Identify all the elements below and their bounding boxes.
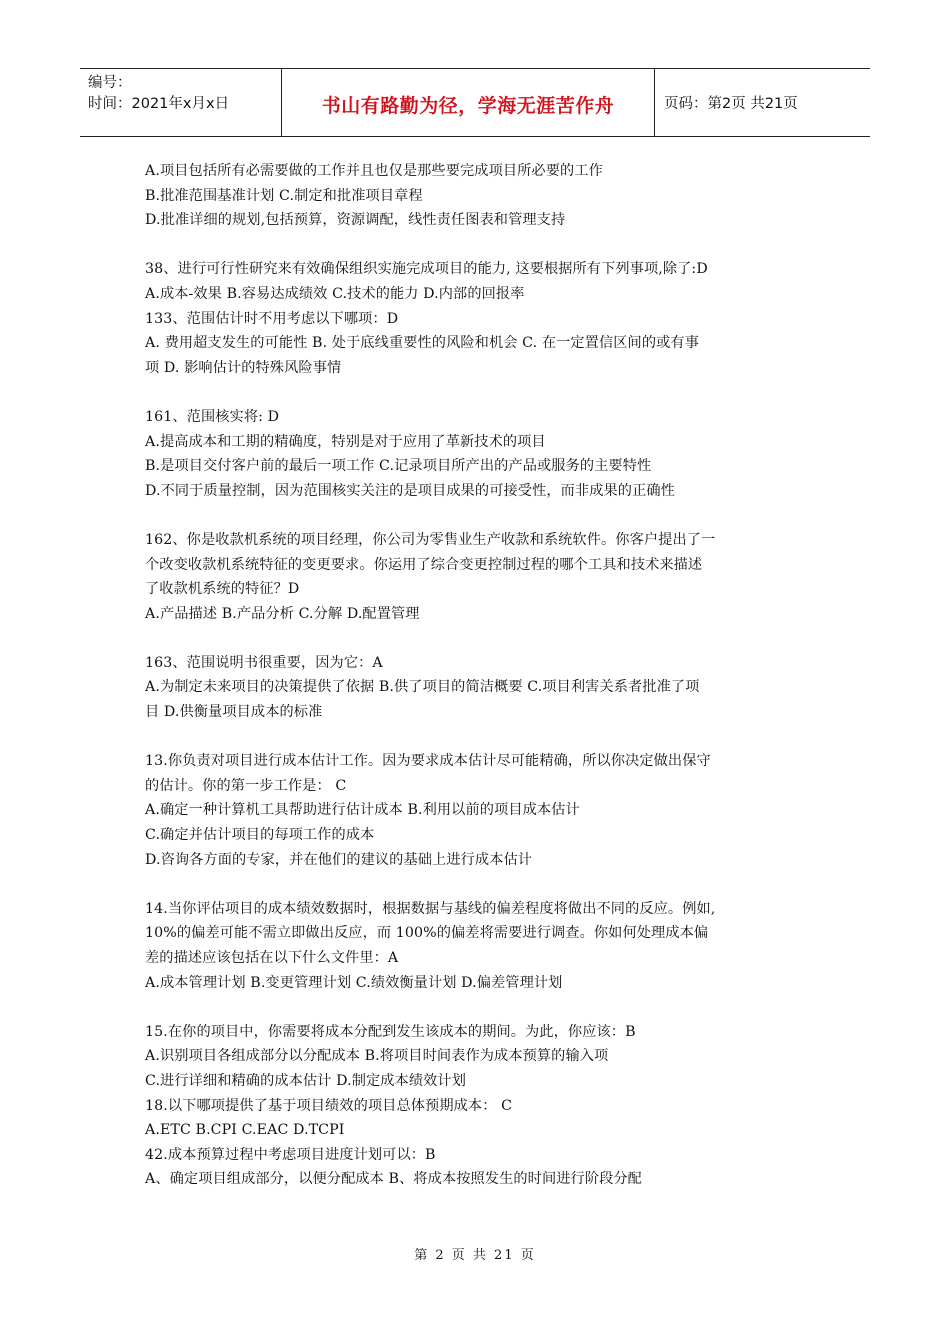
text-line: 18.以下哪项提供了基于项目绩效的项目总体预期成本： C xyxy=(145,1097,513,1114)
page-footer: 第 2 页 共 21 页 xyxy=(414,1248,536,1263)
text-line: D.咨询各方面的专家，并在他们的建议的基础上进行成本估计 xyxy=(145,851,533,868)
header-motto: 书山有路勤为径，学海无涯苦作舟 xyxy=(282,69,655,136)
paragraph-gap xyxy=(145,380,825,405)
text-line: 42.成本预算过程中考虑项目进度计划可以：B xyxy=(145,1146,436,1163)
text-line: D.不同于质量控制，因为范围核实关注的是项目成果的可接受性，而非成果的正确性 xyxy=(145,482,675,499)
document-number-label: 编号： xyxy=(88,75,132,91)
text-line: 15.在你的项目中，你需要将成本分配到发生该成本的期间。为此，你应该：B xyxy=(145,1023,636,1040)
text-line: A.识别项目各组成部分以分配成本 B.将项目时间表作为成本预算的输入项 xyxy=(145,1048,609,1065)
paragraph-gap xyxy=(145,872,825,897)
text-line: B.批准范围基准计划 C.制定和批准项目章程 xyxy=(145,187,423,204)
header-meta xyxy=(80,69,282,136)
text-line: A、确定项目组成部分，以便分配成本 B、将成本按照发生的时间进行阶段分配 xyxy=(145,1171,642,1188)
text-line: 38、进行可行性研究来有效确保组织实施完成项目的能力, 这要根据所有下列事项,除了:D xyxy=(145,261,708,278)
text-line: A.确定一种计算机工具帮助进行估计成本 B.利用以前的项目成本估计 xyxy=(145,802,580,819)
page-header xyxy=(80,68,870,137)
paragraph-gap xyxy=(145,503,825,528)
text-line: 个改变收款机系统特征的变更要求。你运用了综合变更控制过程的哪个工具和技术来描述 xyxy=(145,556,703,573)
text-line: 133、范围估计时不用考虑以下哪项：D xyxy=(145,310,399,327)
text-line: 10%的偏差可能不需立即做出反应，而 100%的偏差将需要进行调查。你如何处理成本偏 xyxy=(145,925,709,942)
document-date: 时间：2021年x月x日 xyxy=(88,96,230,112)
text-line: D.批准详细的规划,包括预算，资源调配，线性责任图表和管理支持 xyxy=(145,212,566,229)
header-page-info: 页码：第2页 共21页 xyxy=(664,96,798,112)
text-line: A.为制定未来项目的决策提供了依据 B.供了项目的简洁概要 C.项目利害关系者批准了项 xyxy=(145,679,700,696)
text-line: C.进行详细和精确的成本估计 D.制定成本绩效计划 xyxy=(145,1072,466,1089)
paragraph-gap xyxy=(145,233,825,258)
text-line: 了收款机系统的特征？D xyxy=(145,581,300,598)
document-body xyxy=(145,159,825,1192)
text-line: 162、你是收款机系统的项目经理，你公司为零售业生产收款和系统软件。你客户提出了一 xyxy=(145,531,716,548)
text-line: 14.当你评估项目的成本绩效数据时，根据数据与基线的偏差程度将做出不同的反应。例如, xyxy=(145,900,716,917)
text-line: C.确定并估计项目的每项工作的成本 xyxy=(145,827,375,844)
text-line: 项 D. 影响估计的特殊风险事情 xyxy=(145,359,342,376)
text-line: A.成本-效果 B.容易达成绩效 C.技术的能力 D.内部的回报率 xyxy=(145,285,525,302)
paragraph-gap xyxy=(145,995,825,1020)
text-line: 目 D.供衡量项目成本的标准 xyxy=(145,704,323,721)
text-line: A.成本管理计划 B.变更管理计划 C.绩效衡量计划 D.偏差管理计划 xyxy=(145,974,563,991)
text-line: A.产品描述 B.产品分析 C.分解 D.配置管理 xyxy=(145,605,420,622)
text-line: A.ETC B.CPI C.EAC D.TCPI xyxy=(145,1122,345,1139)
text-line: A.提高成本和工期的精确度，特别是对于应用了革新技术的项目 xyxy=(145,433,546,450)
text-line: A.项目包括所有必需要做的工作并且也仅是那些要完成项目所必要的工作 xyxy=(145,163,603,179)
text-line: 161、范围核实将: D xyxy=(145,408,280,425)
paragraph-gap xyxy=(145,626,825,651)
text-line: 的估计。你的第一步工作是： C xyxy=(145,777,347,794)
text-line: 差的描述应该包括在以下什么文件里：A xyxy=(145,950,399,966)
text-line: B.是项目交付客户前的最后一项工作 C.记录项目所产出的产品或服务的主要特性 xyxy=(145,458,652,475)
text-line: 13.你负责对项目进行成本估计工作。因为要求成本估计尽可能精确，所以你决定做出保守 xyxy=(145,753,711,770)
paragraph-gap xyxy=(145,725,825,750)
text-line: 163、范围说明书很重要，因为它：A xyxy=(145,654,383,671)
text-line: A. 费用超支发生的可能性 B. 处于底线重要性的风险和机会 C. 在一定置信区间的或有事 xyxy=(145,335,699,352)
